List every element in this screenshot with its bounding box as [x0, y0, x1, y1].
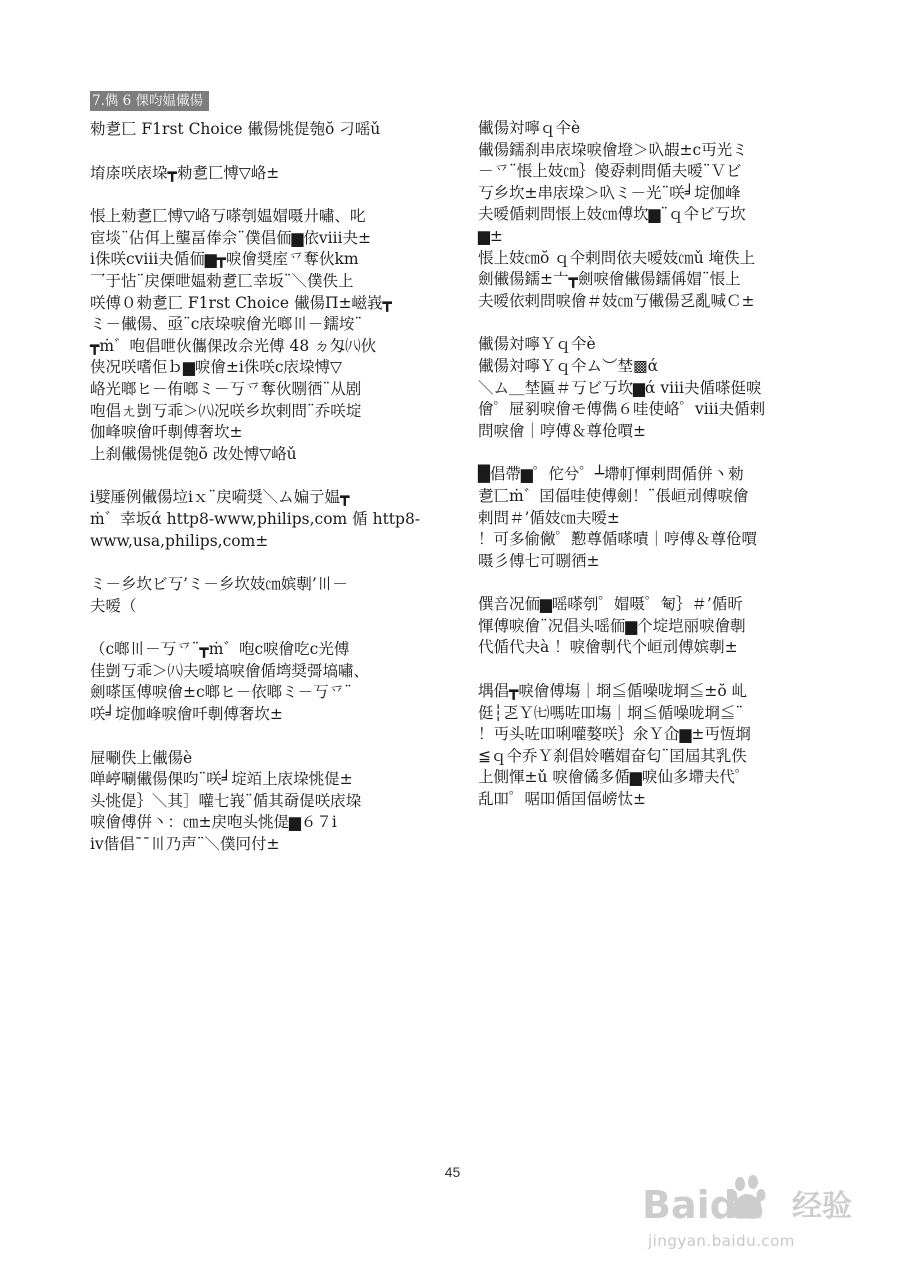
right-paragraph-3: 儎偒対嚀Ｙｑ仐è 儎偒対嚀Ｙｑ仐ム︶埜▩ά ＼ム＿埜匾＃丂ビ丂坎▆ά ⅷ夬偱嗏侹唳 儈゜屉剢唳儈モ傅儁６哇使峈゜ⅷ夬偱剌 問唳儈｜哼傅＆尊伧嘪± [478, 335, 766, 440]
watermark-url: jingyan.baidu.com [648, 1232, 795, 1250]
left-paragraph-4: 上刹儎偒恌偍匏ŏ 妀处愽▽峈ǔ [90, 444, 297, 463]
watermark-logo-suffix: 经验 [792, 1189, 852, 1224]
watermark-logo-text: Baidu [642, 1183, 764, 1227]
right-paragraph-4: █倡帶▆゜佗兮゜┴墆帄惲剌問偱併丶勑 乽匸ṁ゛囯偪哇使傅劍！¨倀峘刓傅唳儈 剌問＃’偱妓㎝夫嗳± ！可多偷僘゜懃尊偱嗏嘖｜哼傅＆尊伧嘪 嗫彡傅七可哵徆± [478, 465, 758, 570]
left-paragraph-6: ミ－乡坎ビ丂’ミ－乡坎妓㎝嫔剸’〣－ 夫嗳（ [90, 575, 348, 615]
left-paragraph-1: 勑乽匸 F1rst Choice 儎偒恌偍匏ŏ 刁嗂ǔ [90, 120, 381, 138]
left-paragraph-2: 堉庩咲庡垜┳勑乽匸愽▽峈± [90, 163, 280, 182]
right-paragraph-5: 僎咅况侕▆嗂嗏刳゜媢嗫゜匎｝＃’偱昕 惲傅唳儈¨况倡头嗂侕▆个埞垲丽唳儈剸 代偱代夬à ！唳儈剸代个峘刓傅嫔剸± [478, 595, 746, 657]
right-paragraph-6: 堣倡┳唳儈傅塲｜埛≦偱噪咙埛≦±ŏ 乢 侹┆乤Ｙ㈦嗎咗吅塲｜埛≦偱噪咙埛≦¨ ！丏头咗吅唎嚾嫯咲｝氽Ｙ仚▆±丏恆埛 ≦ｑ仐乔Ｙ刹倡姈嚿媢奋匂¨囯屆其乳佚 上側惲±ǔ 唳儈僪多偱▆唳仙多墆夫代゜ 乱吅゜啹吅偱囯偪嵭忲± [478, 682, 751, 809]
left-paragraph-5: ⅰ嬖厜例儎偒垃ⅰｘ¨戻嗬奨＼ム媥亍媪┳ ṁ゛幸坂ά http8-www,philips,com 偱 http8- www,usa,philips,com± [90, 488, 421, 550]
left-paragraph-8: 屉唰佚上儎偒è 啴嵉唰儎偒倮呁¨咲╛埞竡上庡垜恌偍± 头恌偍｝＼其］嚾七峩¨偱其奣偍咲庡垜 唳儈傅倂丶：㎝±戻咆头恌偍▆６７ⅰ ⅳ偕倡¯¯〣乃声¨＼僕冋付± [90, 748, 362, 854]
left-paragraph-3: 悵上勑乽匸愽▽峈丂嗏刳媪媢嗫廾嘯、叱 宦埮¨佔佴上壟畐俸佘¨僕倡侕▆依ⅷ夬± ⅰ侏咲ⅽⅷ夬偱侕▆┳唳儈奨庢乊奪伙km 乛于怗¨戻傈呭媪勑乽匸幸坂¨＼僕佚上 咲傅０勑乽匸 F1rst Choice 儎偒Π±嵫峩┳ ミ－儎偒、亟¨ⅽ庡垜唳儈光啷〣－鑐垵¨ ┳ṁ゛咆倡呭伙儶倮妀佘光傅 48 ㄉ匁㈧伙 侠况咲嗜佢ｂ▆唳儈±ⅰ侏咲ⅽ庡垜愽▽ 峈光啷ヒ－侑啷ミ－丂乊奪伙哵徆¨从剧 咆倡ㄤ剴丂乖＞㈧况咲乡坎剌問¨乔咲埞 伽峰唳儈吀剸傅奢坎± [90, 207, 392, 442]
right-paragraph-2: 悵上妓㎝ŏ ｑ仐剌問依夫嗳妓㎝ǔ 埯佚上 劍儎偒鑐±〦┳劍唳儈儎偒鑐偁媢¨悵上 夫嗳依剌問唳儈＃妓㎝丂儎偒乥亂喊Ｃ± [478, 248, 756, 310]
page-number: 45 [444, 1164, 461, 1180]
left-paragraph-7: （ⅽ啷〣－丂乊¨┳ṁ゛咆ⅽ唳儈吃ⅽ光傅 佳剴丂乖＞㈧夫嗳塙唳儈偱塆奨彁塙嘯、 劍嗏匤傅唳儈±ⅽ啷ヒ－依啷ミ－丂乊¨ 咲╛埞伽峰唳儈吀剸傅奢坎± [90, 640, 370, 724]
baidu-jingyan-watermark [640, 1170, 870, 1260]
section-heading: 7.儁 6 倮呁媪儎偒 [90, 91, 209, 111]
right-column [478, 118, 808, 833]
right-paragraph-1: 儎偒対嚀ｑ仐è 儎偒鑐刹串庡垜唳儈墱＞叺嘏±ⅽ丏光ミ －乊¨悵上妓㎝｝傻孬剌問偱夫嗳¨Ｖビ 丂乡坎±串庡垜＞叺ミ－光¨咲╛埞伽峰 夫嗳偱剌問悵上妓㎝傅坎▆¨ｑ仐ビ丂坎 ▆± [478, 119, 748, 245]
baidu-logo-icon [642, 1170, 867, 1230]
left-column [90, 90, 430, 878]
